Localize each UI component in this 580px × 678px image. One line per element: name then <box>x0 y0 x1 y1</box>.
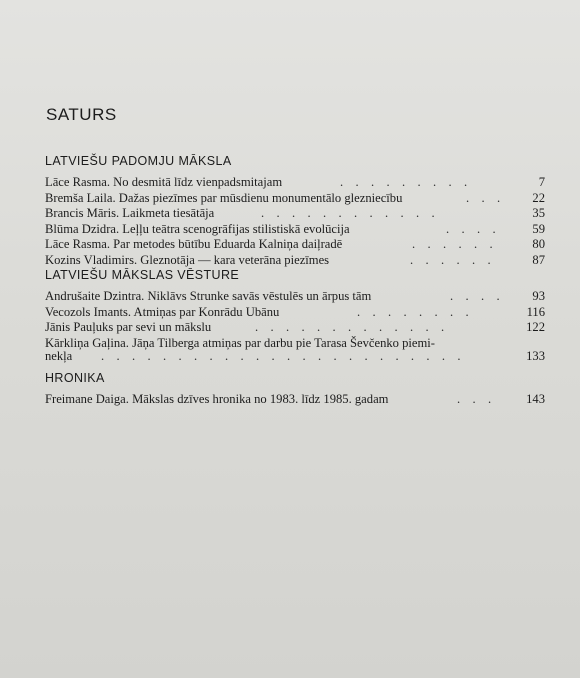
toc-section-chronicle <box>45 371 545 408</box>
toc-section-soviet-art <box>45 154 545 269</box>
entry-title: Lāce Rasma. Par metodes būtību Eduarda Kalniņa daiļradē <box>45 237 343 252</box>
toc-entry[interactable] <box>45 336 545 365</box>
page-number: 59 <box>532 221 545 236</box>
leader-dots: . . . . . . . . . . . . <box>261 206 440 221</box>
entry-title: Freimane Daiga. Mākslas dzīves hronika no 1983. līdz 1985. gadam <box>45 392 389 406</box>
toc-entry[interactable] <box>45 392 545 408</box>
toc-entry[interactable] <box>45 222 545 238</box>
entry-title: Lāce Rasma. No desmitā līdz vienpadsmitajam <box>45 175 283 189</box>
section-heading: LATVIEŠU PADOMJU MĀKSLA <box>45 154 232 168</box>
leader-dots: . . . <box>457 392 496 406</box>
entry-title: Vecozols Imants. Atmiņas par Konrādu Ubānu <box>45 304 280 319</box>
entry-title: Blūma Dzidra. Leļļu teātra scenogrāfijas stilistiskā evolūcija <box>45 221 350 236</box>
entry-title: Kozins Vladimirs. Gleznotāja — kara veterāna piezīmes <box>45 252 330 267</box>
page-number: 93 <box>532 289 545 303</box>
page-number: 80 <box>532 237 545 252</box>
leader-dots: . . . . <box>450 289 505 303</box>
leader-dots: . . . <box>466 190 505 205</box>
page-number: 35 <box>532 206 545 221</box>
page-number: 22 <box>532 190 545 205</box>
toc-entry[interactable] <box>45 191 545 207</box>
page-title: SATURS <box>46 105 117 124</box>
toc-entry[interactable] <box>45 175 545 191</box>
entry-title: Bremša Laila. Dažas piezīmes par mūsdienu monumentālo glezniecību <box>45 190 403 205</box>
leader-dots: . . . . . . . . . . . . . . . . . . . . . . . . <box>101 348 466 363</box>
toc-section-art-history <box>45 268 545 365</box>
page-number: 87 <box>532 252 545 267</box>
leader-dots: . . . . . . . . . <box>340 175 472 189</box>
leader-dots: . . . . . . <box>410 252 496 267</box>
page-number: 133 <box>526 348 545 363</box>
entry-title: Kārkliņa Gaļina. Jāņa Tilberga atmiņas par darbu pie Tarasa Ševčenko piemi- <box>45 335 435 350</box>
section-heading: LATVIEŠU MĀKSLAS VĒSTURE <box>45 268 240 282</box>
page-number: 116 <box>526 304 545 319</box>
entry-title: Brancis Māris. Laikmeta tiesātāja <box>45 206 215 221</box>
entry-title: Jānis Pauļuks par sevi un mākslu <box>45 320 212 335</box>
toc-entry[interactable] <box>45 237 545 253</box>
page-number: 143 <box>526 392 545 406</box>
leader-dots: . . . . . . . . <box>357 304 474 319</box>
toc-entry[interactable] <box>45 305 545 321</box>
leader-dots: . . . . <box>446 221 501 236</box>
leader-dots: . . . . . . . . . . . . . <box>255 320 449 335</box>
entry-title-continuation: nekļa <box>45 348 73 363</box>
section-heading: HRONIKA <box>45 371 105 385</box>
entry-title: Andrušaite Dzintra. Niklāvs Strunke savās vēstulēs un ārpus tām <box>45 289 372 303</box>
toc-entry[interactable] <box>45 320 545 336</box>
page-number: 122 <box>526 320 545 335</box>
toc-entry[interactable] <box>45 206 545 222</box>
page-number: 7 <box>538 175 545 189</box>
leader-dots: . . . . . . <box>412 237 498 252</box>
toc-entry[interactable] <box>45 289 545 305</box>
toc-entry[interactable] <box>45 253 545 269</box>
